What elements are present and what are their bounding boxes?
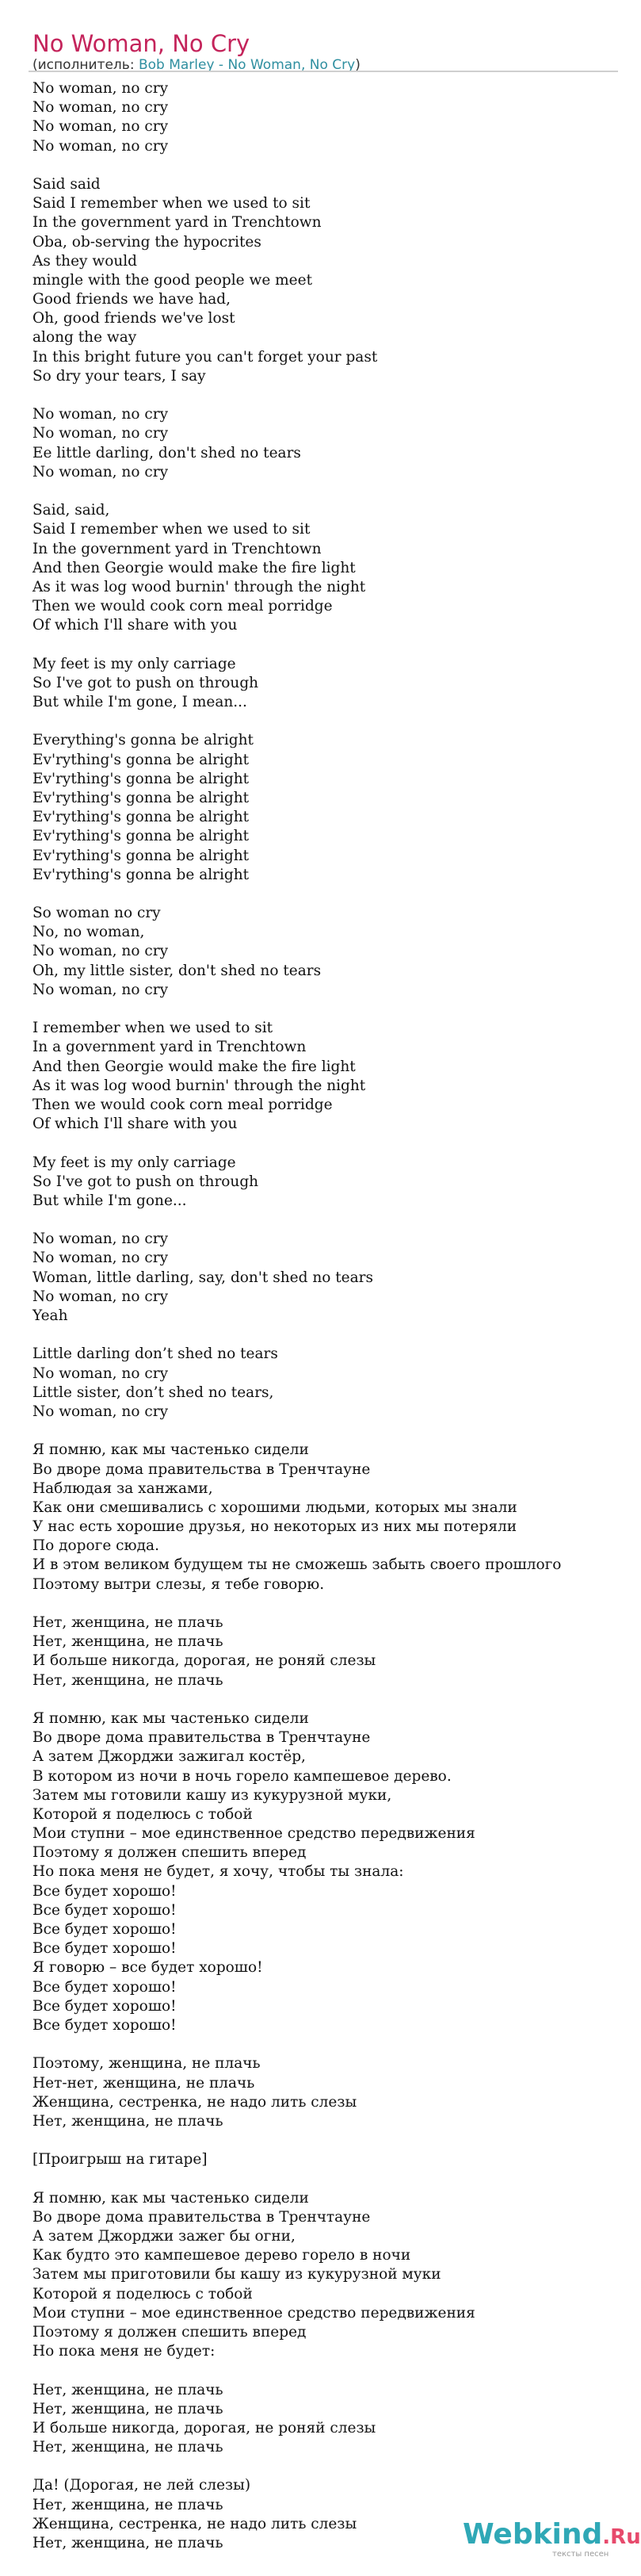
lyric-line: I remember when we used to sit xyxy=(32,1020,273,1037)
lyric-line: Все будет хорошо! xyxy=(32,1901,177,1919)
lyric-line: Then we would cook corn meal porridge xyxy=(32,1096,333,1113)
lyric-line: In the government yard in Trenchtown xyxy=(32,214,322,232)
lyric-line: No woman, no cry xyxy=(32,80,169,97)
lyric-line: А затем Джорджи зажег бы огни, xyxy=(32,2228,296,2245)
lyrics-stanza xyxy=(32,1019,619,1134)
lyric-line: Of which I'll share with you xyxy=(32,617,238,634)
lyric-line: Нет, женщина, не плачь xyxy=(32,2112,223,2130)
webkind-logo[interactable] xyxy=(463,2518,641,2566)
lyric-line: Ev'rything's gonna be alright xyxy=(32,789,250,806)
lyric-line: Поэтому я должен спешить вперед xyxy=(32,2323,307,2341)
lyric-line: So I've got to push on through xyxy=(32,674,259,691)
lyric-line: My feet is my only carriage xyxy=(32,655,236,672)
lyric-line: Я помню, как мы частенько сидели xyxy=(32,1709,309,1727)
lyric-line: In this bright future you can't forget your past xyxy=(32,348,378,366)
lyric-line: Поэтому вытри слезы, я тебе говорю. xyxy=(32,1575,325,1593)
lyric-line: Нет, женщина, не плачь xyxy=(32,2439,223,2456)
lyrics-stanza xyxy=(32,1709,619,2035)
lyric-line: Ev'rything's gonna be alright xyxy=(32,751,250,768)
lyric-line: Я помню, как мы частенько сидели xyxy=(32,2189,309,2207)
lyric-line: Oba, ob-serving the hypocrites xyxy=(32,233,261,251)
lyric-line: As they would xyxy=(32,252,138,270)
logo-tagline: тексты песен xyxy=(552,2550,609,2559)
lyric-line: Нет, женщина, не плачь xyxy=(32,2381,223,2398)
lyrics-stanza xyxy=(32,1230,619,1326)
lyric-line: No woman, no cry xyxy=(32,1403,169,1420)
lyric-line: Которой я поделюсь с тобой xyxy=(32,2285,253,2302)
lyric-line: Но пока меня не будет: xyxy=(32,2343,216,2360)
lyric-line: And then Georgie would make the fire light xyxy=(32,1058,356,1075)
lyrics-stanza xyxy=(32,2150,619,2169)
lyric-line: No woman, no cry xyxy=(32,118,169,136)
lyrics-stanza xyxy=(32,1154,619,1211)
lyric-line: No woman, no cry xyxy=(32,1288,169,1305)
lyric-line: Все будет хорошо! xyxy=(32,1882,177,1900)
lyrics-stanza xyxy=(32,1441,619,1594)
lyric-line: Да! (Дорогая, не лей слезы) xyxy=(32,2477,251,2494)
artist-link[interactable]: Bob Marley - No Woman, No Cry xyxy=(138,57,356,73)
lyric-line: Но пока меня не будет, я хочу, чтобы ты знала: xyxy=(32,1863,404,1881)
lyric-line: Во дворе дома правительства в Тренчтауне xyxy=(32,2208,371,2226)
lyric-line: along the way xyxy=(32,329,137,346)
lyric-line: But while I'm gone... xyxy=(32,1192,187,1209)
logo-brand: Webkind xyxy=(463,2518,603,2551)
lyric-line: Как они смешивались с хорошими людьми, которых мы знали xyxy=(32,1499,517,1516)
lyric-line: No woman, no cry xyxy=(32,1231,169,1248)
lyric-line: И больше никогда, дорогая, не роняй слезы xyxy=(32,2419,376,2436)
lyric-line: Поэтому, женщина, не плачь xyxy=(32,2055,261,2073)
lyric-line: Нет, женщина, не плачь xyxy=(32,2535,223,2551)
lyric-line: Я помню, как мы частенько сидели xyxy=(32,1441,309,1459)
lyric-line: Во дворе дома правительства в Тренчтауне xyxy=(32,1460,371,1478)
lyric-line: Oh, good friends we've lost xyxy=(32,310,235,327)
title-divider xyxy=(29,71,618,72)
lyric-line: Ev'rything's gonna be alright xyxy=(32,770,250,787)
lyric-line: Нет, женщина, не плачь xyxy=(32,2400,223,2417)
lyric-line: По дороге сюда. xyxy=(32,1537,159,1555)
lyric-line: В котором из ночи в ночь горело кампешевое дерево. xyxy=(32,1767,452,1785)
lyric-line: Of which I'll share with you xyxy=(32,1116,238,1133)
lyric-line: А затем Джорджи зажигал костёр, xyxy=(32,1748,306,1766)
lyric-line: Женщина, сестренка, не надо лить слезы xyxy=(32,2515,357,2532)
lyric-line: Нет, женщина, не плачь xyxy=(32,1633,223,1651)
lyric-line: И больше никогда, дорогая, не роняй слезы xyxy=(32,1652,376,1670)
lyric-line: Как будто это кампешевое дерево горело в ночи xyxy=(32,2247,411,2264)
lyric-line: Said, said, xyxy=(32,502,110,519)
lyrics-stanza xyxy=(32,175,619,386)
lyric-line: Мои ступни – мое единственное средство передвижения xyxy=(32,2304,475,2321)
lyric-line: mingle with the good people we meet xyxy=(32,271,313,289)
lyric-line: Все будет хорошо! xyxy=(32,1940,177,1958)
lyric-line: But while I'm gone, I mean... xyxy=(32,694,247,710)
lyric-line: Woman, little darling, say, don't shed no tears xyxy=(32,1269,373,1286)
lyric-line: And then Georgie would make the fire light xyxy=(32,559,356,576)
lyric-line: Ev'rything's gonna be alright xyxy=(32,847,250,864)
lyric-line: No woman, no cry xyxy=(32,406,169,423)
lyric-line: No woman, no cry xyxy=(32,981,169,998)
lyrics-stanza xyxy=(32,79,619,156)
lyrics-stanza xyxy=(32,2189,619,2362)
lyric-line: Во дворе дома правительства в Тренчтауне xyxy=(32,1729,371,1747)
lyric-line: No woman, no cry xyxy=(32,943,169,960)
lyrics-stanza xyxy=(32,2381,619,2458)
logo-wordmark xyxy=(463,2518,641,2554)
lyrics-stanza xyxy=(32,501,619,635)
lyric-line: No woman, no cry xyxy=(32,99,169,117)
lyric-line: Everything's gonna be alright xyxy=(32,732,254,749)
lyric-line: Ev'rything's gonna be alright xyxy=(32,809,250,826)
lyric-line: No, no woman, xyxy=(32,924,145,941)
lyric-line: У нас есть хорошие друзья, но некоторых из них мы потеряли xyxy=(32,1518,517,1536)
lyric-line: As it was log wood burnin' through the night xyxy=(32,578,366,595)
lyric-line: In a government yard in Trenchtown xyxy=(32,1039,307,1056)
lyric-line: No woman, no cry xyxy=(32,425,169,442)
lyric-line: No woman, no cry xyxy=(32,137,169,155)
lyric-line: Все будет хорошо! xyxy=(32,1997,177,2015)
lyric-line: My feet is my only carriage xyxy=(32,1154,236,1171)
lyric-line: Нет, женщина, не плачь xyxy=(32,1614,223,1631)
lyric-line: Нет-нет, женщина, не плачь xyxy=(32,2074,255,2092)
lyric-line: Затем мы готовили кашу из кукурузной муки, xyxy=(32,1786,392,1804)
lyric-line: Said said xyxy=(32,175,101,193)
artist-prefix: (исполнитель: xyxy=(32,57,139,73)
lyric-line: In the government yard in Trenchtown xyxy=(32,540,322,557)
lyrics-stanza xyxy=(32,1613,619,1690)
lyric-line: [Проигрыш на гитаре] xyxy=(32,2151,208,2168)
lyrics-stanza xyxy=(32,655,619,713)
lyrics-stanza xyxy=(32,1345,619,1422)
lyric-line: Наблюдая за ханжами, xyxy=(32,1479,213,1497)
song-title: No Woman, No Cry xyxy=(32,30,250,57)
logo-tld: .Ru xyxy=(602,2525,641,2549)
lyric-line: Мои ступни – мое единственное средство передвижения xyxy=(32,1825,475,1843)
lyric-line: So I've got to push on through xyxy=(32,1173,259,1190)
lyric-line: Все будет хорошо! xyxy=(32,1921,177,1938)
lyric-line: Little darling don’t shed no tears xyxy=(32,1345,278,1363)
lyric-line: Поэтому я должен спешить вперед xyxy=(32,1844,307,1862)
lyric-line: Все будет хорошо! xyxy=(32,2016,177,2034)
lyric-line: Ev'rything's gonna be alright xyxy=(32,866,250,883)
lyric-line: Then we would cook corn meal porridge xyxy=(32,598,333,615)
lyric-line: Yeah xyxy=(32,1307,68,1324)
lyric-line: Good friends we have had, xyxy=(32,291,231,308)
lyric-line: So dry your tears, I say xyxy=(32,367,206,385)
lyric-line: No woman, no cry xyxy=(32,1250,169,1267)
lyrics-body xyxy=(32,79,619,2572)
lyric-line: Которой я поделюсь с тобой xyxy=(32,1805,253,1823)
artist-suffix: ) xyxy=(355,57,361,73)
lyric-line: As it was log wood burnin' through the night xyxy=(32,1077,366,1094)
lyrics-stanza xyxy=(32,2054,619,2131)
lyric-line: No woman, no cry xyxy=(32,463,169,480)
lyric-line: Little sister, don’t shed no tears, xyxy=(32,1384,274,1401)
lyric-line: No woman, no cry xyxy=(32,1365,169,1382)
lyric-line: Я говорю – все будет хорошо! xyxy=(32,1959,263,1977)
lyric-line: Затем мы приготовили бы кашу из кукурузной муки xyxy=(32,2266,441,2283)
lyric-line: Said I remember when we used to sit xyxy=(32,521,311,538)
lyric-line: Said I remember when we used to sit xyxy=(32,195,311,212)
lyric-line: Все будет хорошо! xyxy=(32,1978,177,1996)
lyrics-stanza xyxy=(32,405,619,482)
lyrics-stanza xyxy=(32,904,619,1000)
lyrics-stanza xyxy=(32,731,619,885)
lyric-line: Женщина, сестренка, не надо лить слезы xyxy=(32,2093,357,2111)
lyric-line: Нет, женщина, не плачь xyxy=(32,1671,223,1689)
lyric-line: Oh, my little sister, don't shed no tears xyxy=(32,962,322,979)
lyric-line: Ee little darling, don't shed no tears xyxy=(32,444,301,461)
lyric-line: Нет, женщина, не плачь xyxy=(32,2496,223,2513)
lyric-line: So woman no cry xyxy=(32,905,161,922)
lyric-line: И в этом великом будущем ты не сможешь забыть своего прошлого xyxy=(32,1556,562,1574)
lyric-line: Ev'rything's gonna be alright xyxy=(32,828,250,845)
